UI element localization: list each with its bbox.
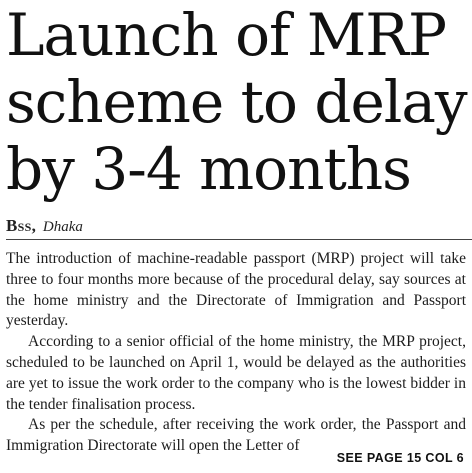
- byline: [6, 216, 83, 236]
- headline-line-1: Launch of MRP: [6, 1, 446, 69]
- byline-place: Dhaka: [42, 219, 83, 235]
- byline-divider: [6, 239, 472, 240]
- headline-line-3: by 3-4 months: [6, 135, 411, 203]
- article-headline: [6, 2, 472, 203]
- headline-line-2: scheme to delay: [6, 68, 467, 136]
- article-paragraph-3: As per the schedule, after receiving the work order, the Passport and Immigration Directorate will open the Letter of: [6, 416, 466, 455]
- article-paragraph-2: According to a senior official of the home ministry, the MRP project, scheduled to be launched on April 1, would be delayed as the authorities are yet to issue the work order to the company who is the lowest bidder in the tender finalisation process.: [6, 333, 466, 413]
- article-paragraph-1: The introduction of machine-readable passport (MRP) project will take three to four months more because of the procedural delay, say sources at the home ministry and the Directorate of Immigration and Passport yesterday.: [6, 250, 466, 330]
- continuation-jump-line: SEE PAGE 15 COL 6: [336, 451, 464, 465]
- byline-agency: Bss,: [6, 216, 37, 235]
- article-body: [6, 249, 466, 457]
